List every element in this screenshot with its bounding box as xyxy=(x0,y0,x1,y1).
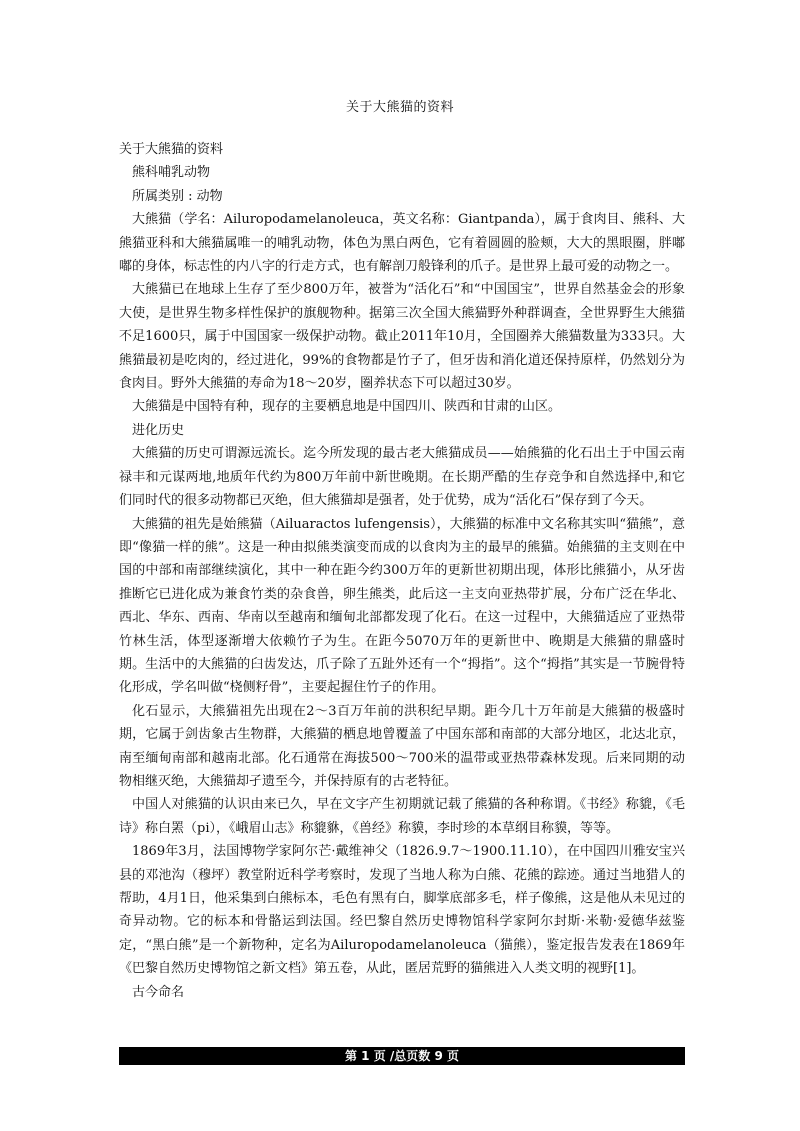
paragraph-discovery: 1869年3月，法国博物学家阿尔芒·戴维神父（1826.9.7～1900.11.10），在中国四川雅安宝兴县的邓池沟（穆坪）教堂附近科学考察时，发现了当地人称为白熊、花熊的踪迹。通过当地猎人的帮助，4月1日，他采集到白熊标本，毛色有黑有白，脚掌底部多毛，样子像熊，这是他从未见过的奇异动物。它的标本和骨骼运到法国。经巴黎自然历史博物馆科学家阿尔封斯·米勒·爱德华兹鉴定，“黑白熊”是一个新物种，定名为Ailuropodamelanoleuca（猫熊），鉴定报告发表在1869年《巴黎自然历史博物馆之新文档》第五卷，从此，匿居荒野的猫熊进入人类文明的视野[1]。 xyxy=(119,844,685,977)
paragraph-habitat: 大熊猫是中国特有种，现存的主要栖息地是中国四川、陕西和甘肃的山区。 xyxy=(132,399,562,415)
paragraph-intro: 大熊猫（学名：Ailuropodamelanoleuca，英文名称：Giantpanda），属于食肉目、熊科、大熊猫亚科和大熊猫属唯一的哺乳动物，体色为黑白两色，它有着圆圆的脸颊，大大的黑眼圈，胖嘟嘟的身体，标志性的内八字的行走方式，也有解剖刀般锋利的爪子。是世界上最可爱的动物之一。 xyxy=(119,212,685,275)
page-footer: 第 1 页 /总页数 9 页 xyxy=(119,1047,685,1065)
paragraph-fossils: 化石显示，大熊猫祖先出现在2～3百万年前的洪积纪早期。距今几十万年前是大熊猫的极盛时期，它属于剑齿象古生物群，大熊猫的栖息地曾覆盖了中国东部和南部的大部分地区，北达北京，南至缅甸南部和越南北部。化石通常在海拔500～700米的温带或亚热带森林发现。后来同期的动物相继灭绝，大熊猫却孑遗至今，并保持原有的古老特征。 xyxy=(119,703,685,789)
section-heading: 关于大熊猫的资料 xyxy=(119,142,224,157)
classification-line: 所属类别 : 动物 xyxy=(132,188,223,204)
paragraph-status: 大熊猫已在地球上生存了至少800万年，被誉为“活化石”和“中国国宝”，世界自然基金会的形象大使，是世界生物多样性保护的旗舰物种。据第三次全国大熊猫野外种群调查，全世界野生大熊猫不足1600只，属于中国国家一级保护动物。截止2011年10月，全国圈养大熊猫数量为333只。大熊猫最初是吃肉的，经过进化，99%的食物都是竹子了，但牙齿和消化道还保持原样，仍然划分为食肉目。野外大熊猫的寿命为18～20岁，圈养状态下可以超过30岁。 xyxy=(119,282,685,392)
document-body xyxy=(119,138,685,1004)
document-title: 关于大熊猫的资料 xyxy=(345,100,454,115)
subheading-naming: 古今命名 xyxy=(132,984,185,1000)
paragraph-names: 中国人对熊猫的认识由来已久，早在文字产生初期就记载了熊猫的各种称谓。《书经》称貔，《毛诗》称白罴（pi），《峨眉山志》称貔貅，《兽经》称貘，李时珍的本草纲目称貘，等等。 xyxy=(119,797,685,836)
category-line: 熊科哺乳动物 xyxy=(132,165,211,181)
paragraph-ancestor: 大熊猫的祖先是始熊猫（Ailuaractos lufengensis），大熊猫的标准中文名称其实叫“猫熊”，意即“像猫一样的熊”。这是一种由拟熊类演变而成的以食肉为主的最早的熊猫。始熊猫的主支则在中国的中部和南部继续演化，其中一种在距今约300万年的更新世初期出现，体形比熊猫小，从牙齿推断它已进化成为兼食竹类的杂食兽，卵生熊类，此后这一主支向亚热带扩展，分布广泛在华北、西北、华东、西南、华南以至越南和缅甸北部都发现了化石。在这一过程中，大熊猫适应了亚热带竹林生活，体型逐渐增大依赖竹子为生。在距今5070万年的更新世中、晚期是大熊猫的鼎盛时期。生活中的大熊猫的臼齿发达，爪子除了五趾外还有一个“拇指”。这个“拇指”其实是一节腕骨特化形成，学名叫做“桡侧籽骨”，主要起握住竹子的作用。 xyxy=(119,516,685,696)
subheading-evolution: 进化历史 xyxy=(132,422,185,438)
paragraph-history: 大熊猫的历史可谓源远流长。迄今所发现的最古老大熊猫成员——始熊猫的化石出土于中国云南禄丰和元谋两地,地质年代约为800万年前中新世晚期。在长期严酷的生存竞争和自然选择中,和它们同时代的很多动物都已灭绝，但大熊猫却是强者，处于优势，成为“活化石”保存到了今天。 xyxy=(119,446,685,509)
